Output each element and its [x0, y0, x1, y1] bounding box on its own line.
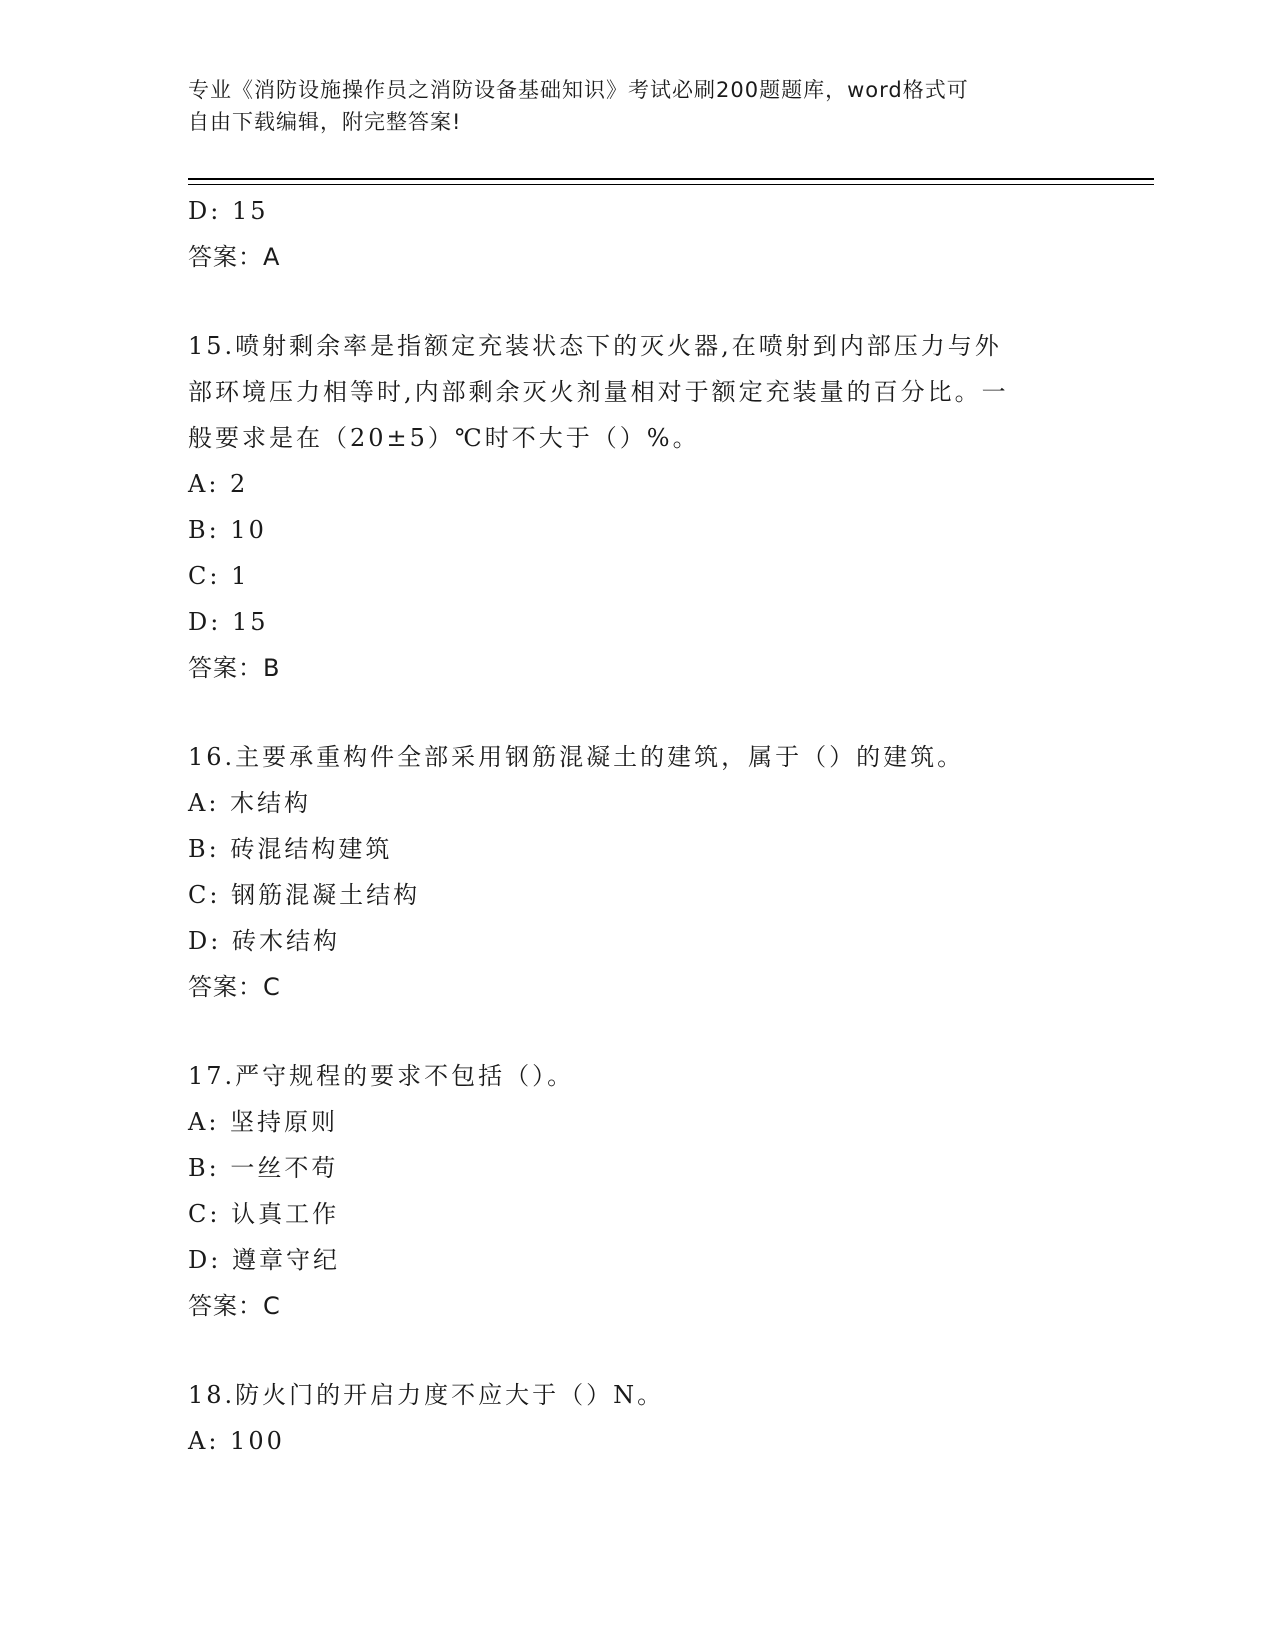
option-b: B: 10	[188, 516, 267, 544]
question-text-line-2: 部环境压力相等时,内部剩余灭火剂量相对于额定充装量的百分比。一	[188, 378, 1009, 406]
question-block-15	[188, 323, 1088, 691]
document-header	[188, 74, 1088, 138]
question-text-line-1: 15.喷射剩余率是指额定充装状态下的灭火器,在喷射到内部压力与外	[188, 332, 1002, 360]
option-d: D: 15	[188, 197, 269, 225]
answer-line: 答案：A	[188, 243, 281, 271]
option-d: D: 遵章守纪	[188, 1246, 340, 1274]
header-divider-thick	[188, 178, 1154, 180]
question-text: 17.严守规程的要求不包括（）。	[188, 1062, 575, 1090]
option-a: A: 2	[188, 470, 249, 498]
question-block-14	[188, 188, 1088, 280]
answer-line: 答案：C	[188, 973, 281, 1001]
answer-line: 答案：B	[188, 654, 281, 682]
option-a: A: 坚持原则	[188, 1108, 339, 1136]
option-b: B: 一丝不苟	[188, 1154, 339, 1182]
question-text: 18.防火门的开启力度不应大于（）N。	[188, 1381, 665, 1409]
answer-line: 答案：C	[188, 1292, 281, 1320]
spacer	[188, 280, 1088, 323]
option-c: C: 认真工作	[188, 1200, 340, 1228]
question-list	[188, 188, 1088, 1464]
header-divider-thin	[188, 184, 1154, 185]
option-a: A: 100	[188, 1427, 285, 1455]
option-b: B: 砖混结构建筑	[188, 835, 393, 863]
option-d: D: 15	[188, 608, 269, 636]
option-c: C: 1	[188, 562, 250, 590]
question-text-line-3: 般要求是在（20±5）℃时不大于（）%。	[188, 424, 700, 452]
spacer	[188, 1329, 1088, 1372]
option-a: A: 木结构	[188, 789, 312, 817]
question-text: 16.主要承重构件全部采用钢筋混凝土的建筑，属于（）的建筑。	[188, 743, 965, 771]
header-title-line-1: 专业《消防设施操作员之消防设备基础知识》考试必刷200题题库，word格式可	[188, 78, 969, 102]
question-block-16	[188, 734, 1088, 1010]
spacer	[188, 691, 1088, 734]
question-block-17	[188, 1053, 1088, 1329]
option-d: D: 砖木结构	[188, 927, 340, 955]
spacer	[188, 1010, 1088, 1053]
option-c: C: 钢筋混凝土结构	[188, 881, 421, 909]
question-block-18	[188, 1372, 1088, 1464]
header-title-line-2: 自由下载编辑，附完整答案!	[188, 110, 462, 134]
